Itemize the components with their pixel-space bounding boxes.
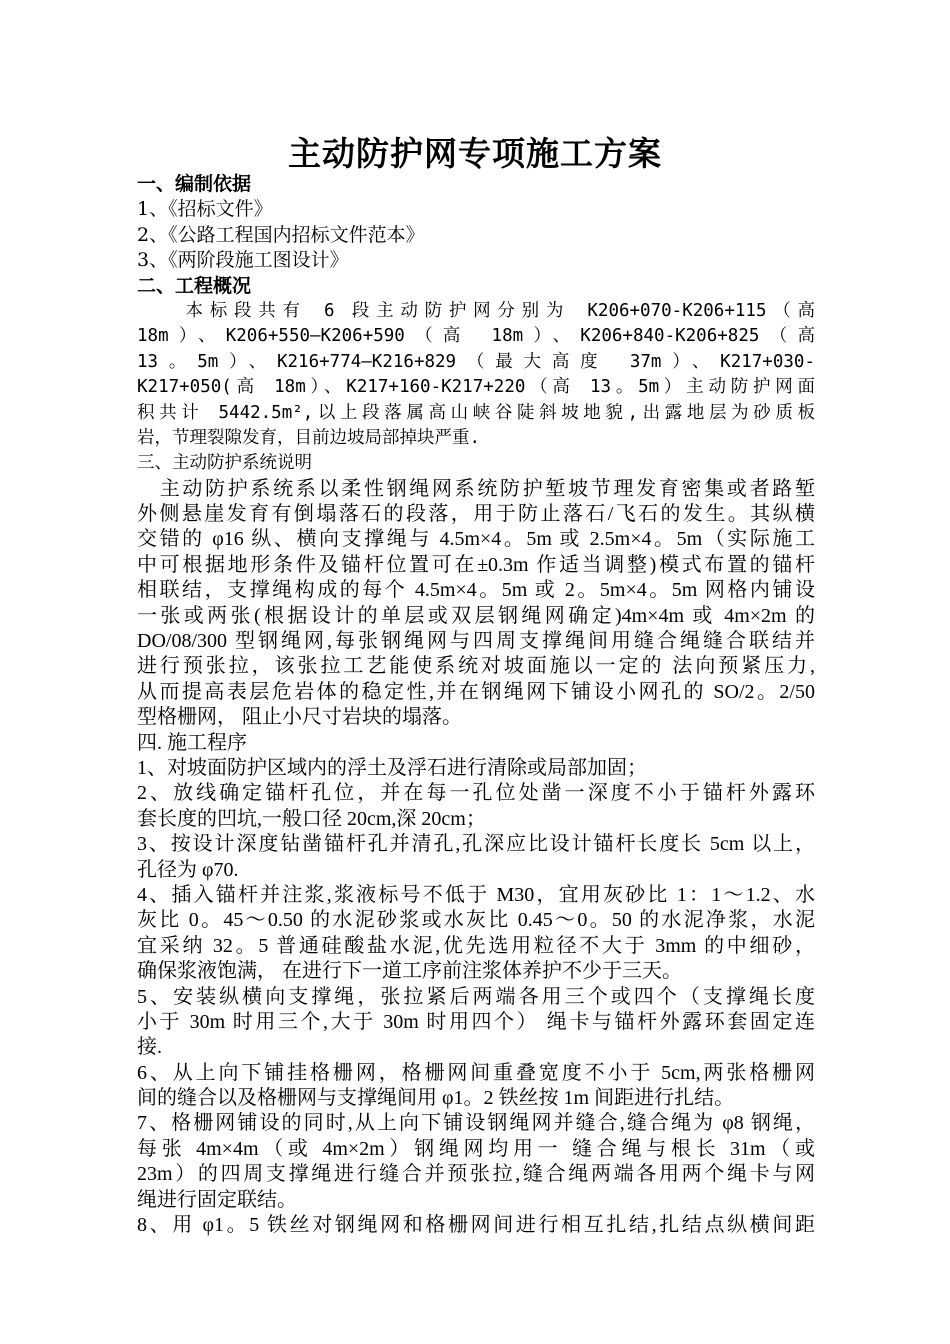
text-line: 主动防护系统系以柔性钢绳网系统防护堑坡节理发育密集或者路堑 bbox=[137, 477, 815, 500]
text-line: 1、《招标文件》 bbox=[137, 198, 273, 221]
text-line: 一张或两张(根据设计的单层或双层钢绳网确定)4m×4m 或 4m×2m 的 bbox=[137, 604, 815, 627]
text-line: 套长度的凹坑,一般口径 20cm,深 20cm； bbox=[137, 807, 486, 830]
text-line: 孔径为 φ70. bbox=[137, 858, 239, 881]
text-line: 5、安装纵横向支撑绳，张拉紧后两端各用三个或四个（支撑绳长度 bbox=[137, 985, 815, 1008]
text-line: 确保浆液饱满， 在进行下一道工序前注浆体养护不少于三天。 bbox=[137, 960, 682, 983]
text-line: 2、《公路工程国内招标文件范本》 bbox=[137, 223, 425, 246]
text-line: 绳进行固定联结。 bbox=[137, 1188, 297, 1211]
text-line: 7、格栅网铺设的同时,从上向下铺设钢绳网并缝合,缝合绳为 φ8 钢绳， bbox=[137, 1112, 815, 1135]
text-line: 外侧悬崖发育有倒塌落石的段落，用于防止落石/飞石的发生。其纵横 bbox=[137, 503, 815, 526]
text-line: 灰比 0。45～0.50 的水泥砂浆或水灰比 0.45～0。50 的水泥净浆，水泥 bbox=[137, 909, 815, 932]
text-line: 6、从上向下铺挂格栅网，格栅网间重叠宽度不小于 5cm,两张格栅网 bbox=[137, 1061, 815, 1084]
text-line: 间的缝合以及格栅网与支撑绳间用 φ1。2 铁丝按 1m 间距进行扎结。 bbox=[137, 1087, 735, 1110]
text-line: 1、对坡面防护区域内的浮土及浮石进行清除或局部加固； bbox=[137, 756, 647, 779]
section-heading: 二、工程概况 bbox=[137, 274, 252, 297]
text-line: 岩，节理裂隙发育，目前边坡局部掉块严重. bbox=[137, 427, 481, 448]
text-line: 交错的 φ16 纵、横向支撑绳与 4.5m×4。5m 或 2.5m×4。5m（实际施工 bbox=[137, 528, 815, 551]
text-line: K217+050(高 18m）、K217+160-K217+220（高 13。5m）主动防护网面 bbox=[137, 377, 815, 398]
text-line: 13。5m）、K216+774—K216+829（最大高度 37m）、K217+030- bbox=[137, 351, 815, 372]
text-line: 宜采纳 32。5 普通硅酸盐水泥,优先选用粒径不大于 3mm 的中细砂， bbox=[137, 934, 815, 957]
text-line: 4、插入锚杆并注浆,浆液标号不低于 M30，宜用灰砂比 1：1～1.2、水 bbox=[137, 883, 815, 906]
text-line: 3、《两阶段施工图设计》 bbox=[137, 249, 349, 272]
text-line: 四. 施工程序 bbox=[137, 731, 247, 754]
text-line: 中可根据地形条件及锚杆位置可在±0.3m 作适当调整)模式布置的锚杆 bbox=[137, 553, 815, 576]
text-line: 8、用 φ1。5 铁丝对钢绳网和格栅网间进行相互扎结,扎结点纵横间距 bbox=[137, 1214, 815, 1237]
section-heading: 一、编制依据 bbox=[137, 173, 252, 195]
document-body bbox=[137, 172, 815, 1238]
text-line: 接. bbox=[137, 1036, 162, 1059]
text-line: 每张 4m×4m（或 4m×2m）钢绳网均用一 缝合绳与根长 31m（或 bbox=[137, 1137, 815, 1160]
text-line: 本标段共有 6 段主动防护网分别为 K206+070-K206+115（高 bbox=[137, 300, 815, 321]
text-line: 三、主动防护系统说明 bbox=[137, 453, 312, 474]
text-line: 3、按设计深度钻凿锚杆孔并清孔,孔深应比设计锚杆长度长 5cm 以上， bbox=[137, 833, 815, 856]
text-line: 从而提高表层危岩体的稳定性,并在钢绳网下铺设小网孔的 SO/2。2/50 bbox=[137, 680, 815, 703]
text-line: 进行预张拉，该张拉工艺能使系统对坡面施以一定的 法向预紧压力, bbox=[137, 655, 815, 678]
document-title: 主动防护网专项施工方案 bbox=[288, 134, 662, 173]
text-line: DO/08/300 型钢绳网,每张钢绳网与四周支撑绳间用缝合绳缝合联结并 bbox=[137, 630, 815, 653]
text-line: 积共计 5442.5m²,以上段落属高山峡谷陡斜坡地貌,出露地层为砂质板 bbox=[137, 402, 815, 423]
text-line: 小于 30m 时用三个,大于 30m 时用四个） 绳卡与锚杆外露环套固定连 bbox=[137, 1010, 815, 1033]
text-line: 18m）、K206+550—K206+590（高 18m）、K206+840-K206+825（高 bbox=[137, 326, 815, 347]
text-line: 型格栅网， 阻止小尺寸岩块的塌落。 bbox=[137, 706, 462, 729]
text-line: 23m）的四周支撑绳进行缝合并预张拉,缝合绳两端各用两个绳卡与网 bbox=[137, 1163, 815, 1186]
text-line: 相联结，支撑绳构成的每个 4.5m×4。5m 或 2。5m×4。5m 网格内铺设 bbox=[137, 579, 815, 602]
text-line: 2、放线确定锚杆孔位，并在每一孔位处凿一深度不小于锚杆外露环 bbox=[137, 782, 815, 805]
